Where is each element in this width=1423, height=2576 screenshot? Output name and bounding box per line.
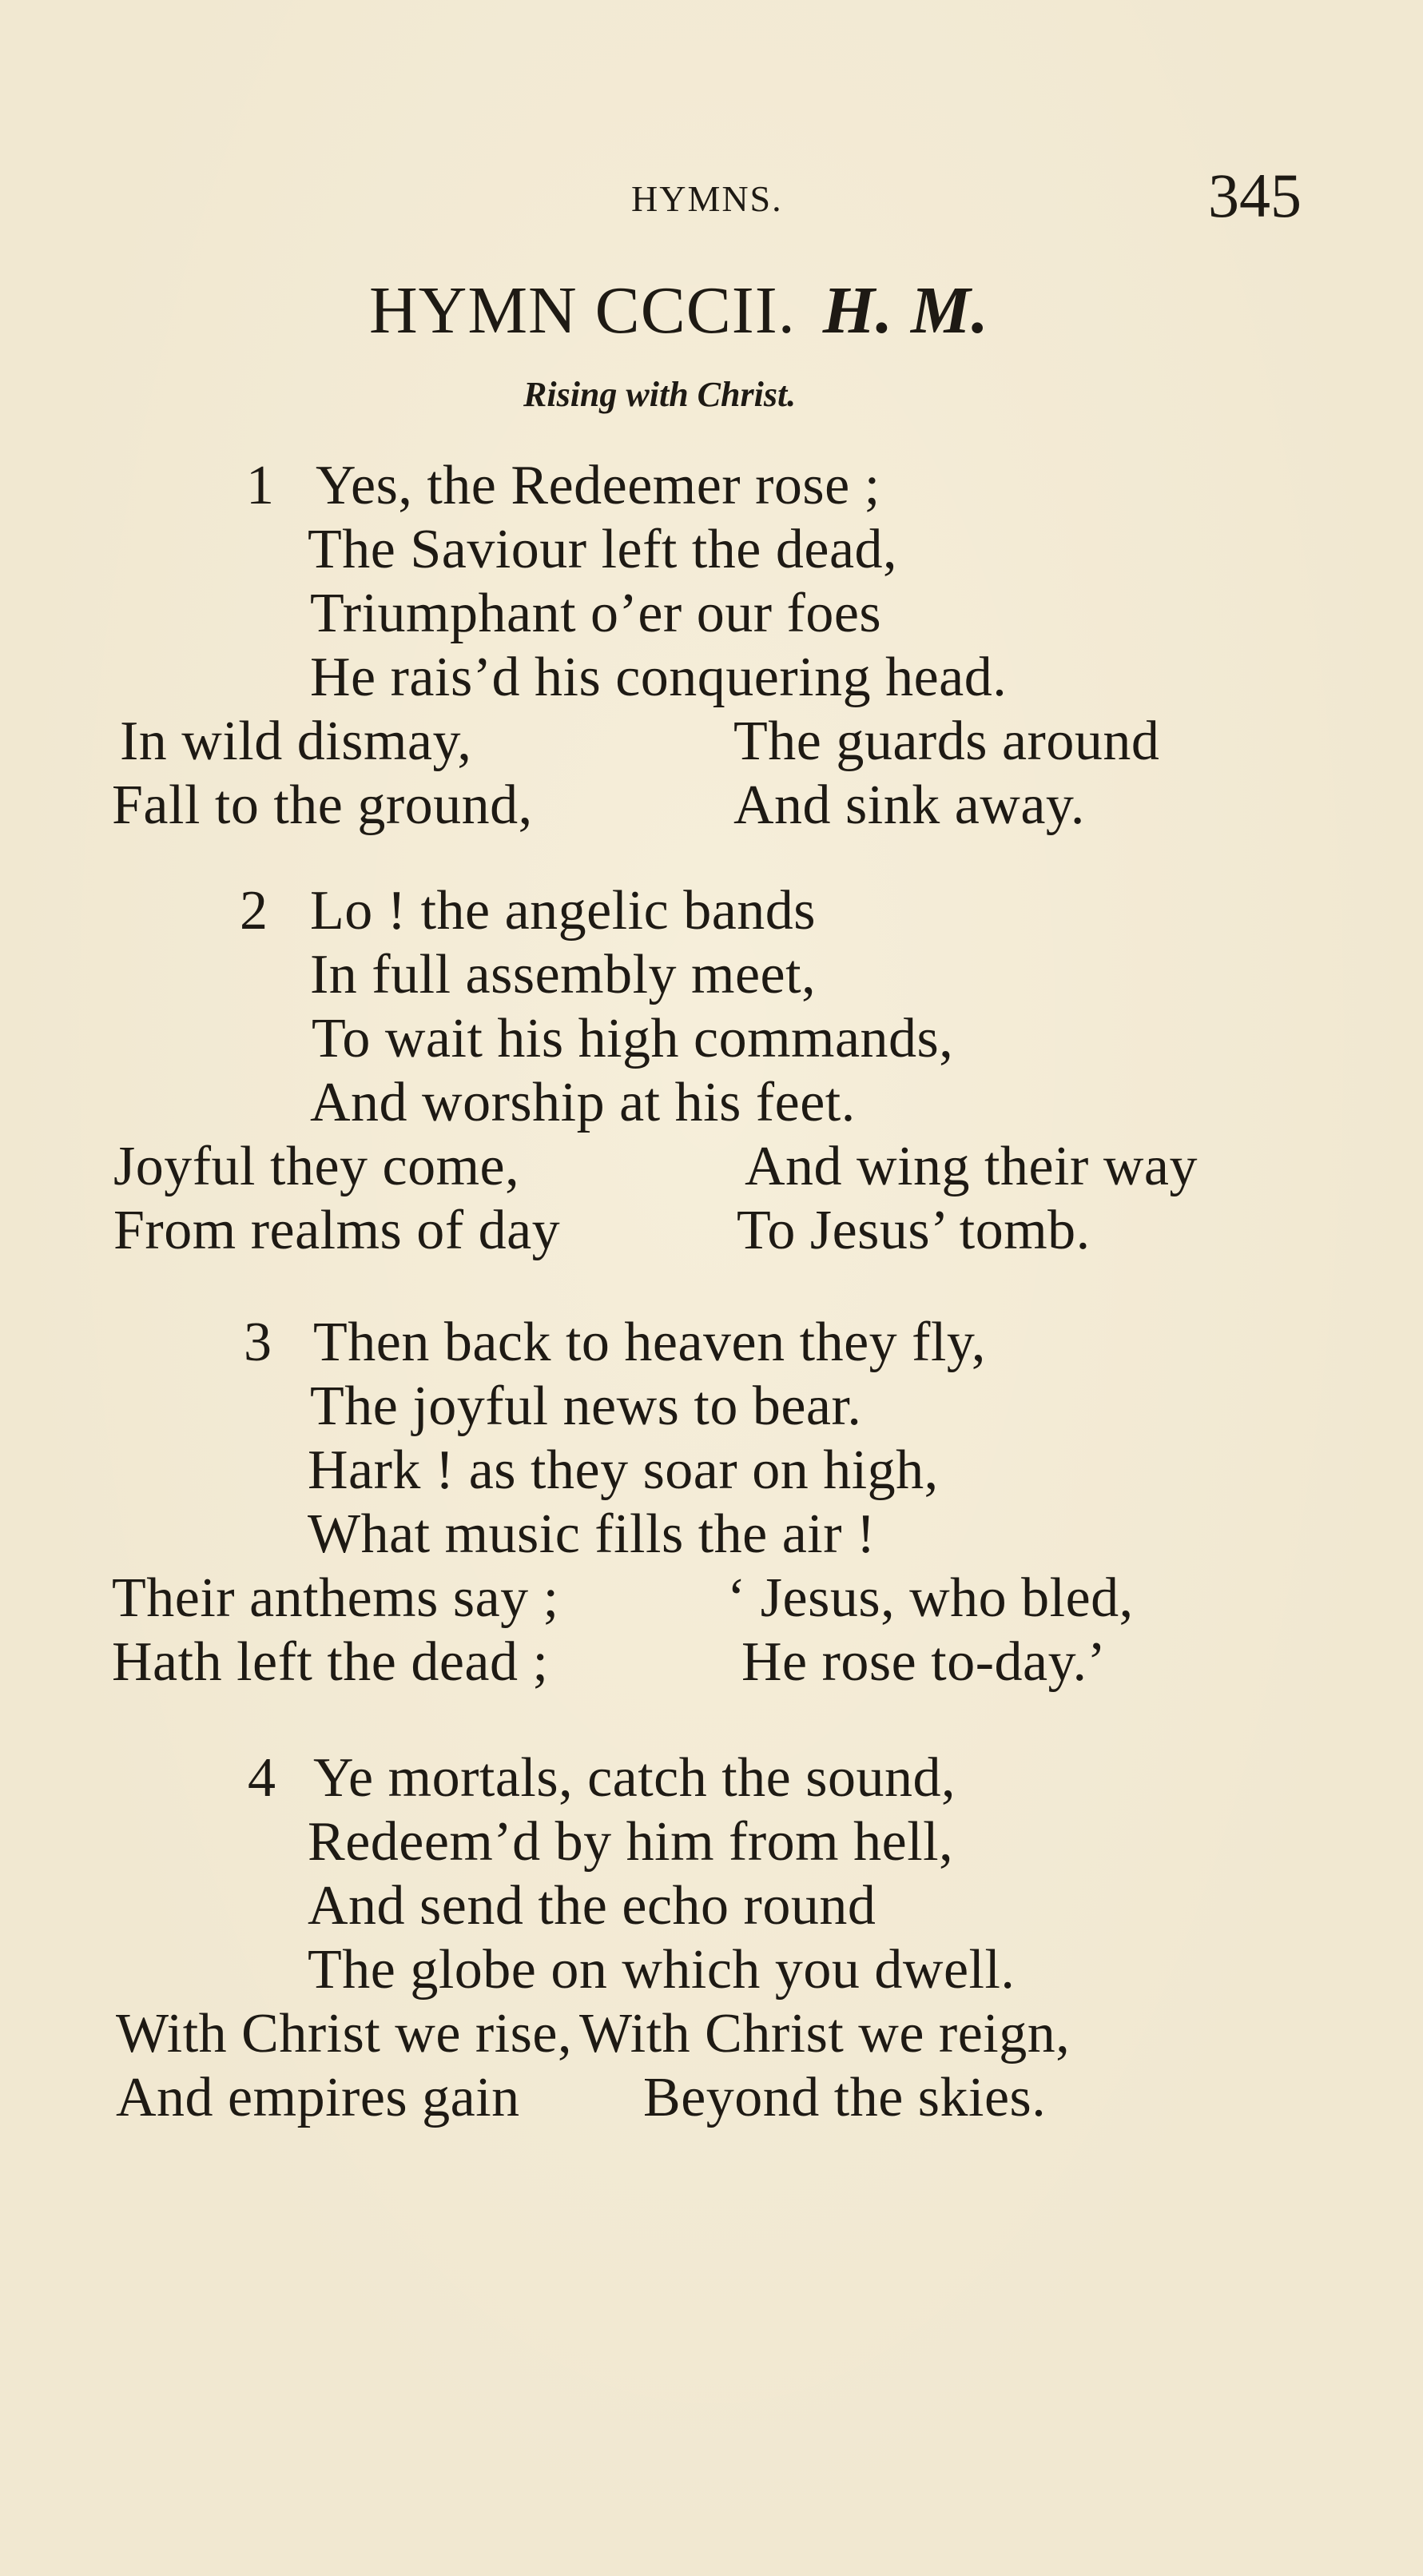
refrain-part-b: To Jesus’ tomb. [737,1200,1091,1261]
hymn-meter: H. M. [822,273,989,348]
refrain-line [112,774,1085,838]
refrain-line [113,1135,1198,1199]
stanza-number: 1 [246,455,274,516]
refrain-part-a: Hath left the dead ; [112,1631,549,1693]
page-number: 345 [1208,161,1302,230]
hymn-number-label: HYMN CCCII. [369,273,796,348]
refrain-part-b: And sink away. [733,774,1085,836]
stanza-line: The globe on which you dwell. [308,1939,1016,2001]
stanza-line: To wait his high commands, [312,1008,954,1069]
stanza-line: What music fills the air ! [308,1503,876,1565]
refrain-part-a: In wild dismay, [120,711,472,772]
stanza-line: Redeem’d by him from hell, [308,1811,954,1873]
stanza-line: Ye mortals, catch the sound, [313,1747,956,1809]
stanza-line: The Saviour left the dead, [308,519,898,580]
stanza-line: In full assembly meet, [310,944,817,1005]
refrain-part-a: From realms of day [113,1200,561,1261]
stanza-line: Then back to heaven they fly, [313,1312,986,1373]
stanza-number: 3 [244,1312,272,1373]
stanza-number: 4 [248,1747,276,1809]
refrain-part-a: Fall to the ground, [112,774,533,836]
refrain-line [116,2066,1047,2130]
refrain-part-b: The guards around [733,711,1160,772]
refrain-line [112,1630,1107,1694]
refrain-part-b: ‘ Jesus, who bled, [727,1567,1134,1629]
stanza-line: And send the echo round [308,1875,876,1937]
refrain-line [113,1199,1091,1263]
stanza-line: He rais’d his conquering head. [310,647,1008,708]
stanza-line: Yes, the Redeemer rose ; [316,455,880,516]
hymn-title [369,272,989,349]
hymn-subtitle: Rising with Christ. [523,375,797,414]
refrain-part-a: Joyful they come, [113,1136,520,1197]
stanza-line: Lo ! the angelic bands [310,880,817,942]
refrain-part-a: Their anthems say ; [112,1567,559,1629]
refrain-line [116,2002,1071,2066]
refrain-line [112,1567,1134,1630]
running-head: HYMNS. [631,178,783,219]
refrain-line [120,710,1160,774]
refrain-part-b: He rose to-day.’ [741,1631,1107,1693]
refrain-part-b: With Christ we reign, [579,2003,1071,2064]
refrain-part-a: With Christ we rise, [116,2003,572,2064]
stanza-number: 2 [240,880,268,942]
stanza-line: Triumphant o’er our foes [310,583,882,644]
stanza-line: And worship at his feet. [310,1072,856,1133]
refrain-part-b: Beyond the skies. [643,2067,1047,2128]
stanza-line: Hark ! as they soar on high, [308,1439,939,1501]
refrain-part-b: And wing their way [745,1136,1198,1197]
stanza-line: The joyful news to bear. [310,1376,862,1437]
refrain-part-a: And empires gain [116,2067,520,2128]
